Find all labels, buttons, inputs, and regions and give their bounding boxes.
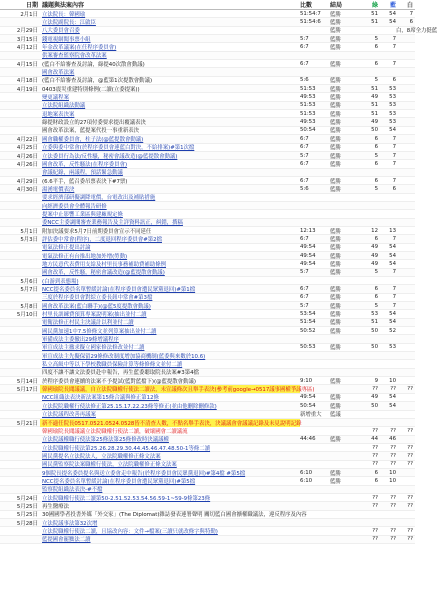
row-item[interactable]: 國會改革法案: [42, 70, 75, 77]
row-blue: 54: [389, 127, 396, 134]
row-item[interactable]: (白游到表態場): [42, 278, 79, 285]
row-result: 藍勝: [330, 153, 341, 160]
row-item[interactable]: 國會改革法案(藍白聯手)(@藍5度提散會動議): [42, 303, 151, 310]
row-blue: 7: [392, 44, 396, 51]
row-date: 4月26日: [16, 153, 38, 160]
row-blue: 54: [389, 311, 396, 318]
row-ratio: 6:7: [300, 286, 309, 293]
row-item[interactable]: 9個院長提名委員提名與送立委會走中報告(於程序委員會民眾黨退回)#第4擋 #第5擋: [42, 470, 246, 477]
row-blue: 54: [389, 252, 396, 259]
row-item[interactable]: 國會改革，反性騷法(在程序委員會): [42, 161, 128, 168]
row-item: 0403震災重建特別條例(二讀(立委提案)): [42, 86, 140, 93]
row-result: 藍勝: [330, 437, 341, 444]
row-green: ??: [372, 461, 378, 468]
row-item[interactable]: 電衛法修正村民主決議計以利並付二讀: [42, 320, 134, 327]
row-item[interactable]: 立法院職權行使法二讀，且協改內容：文件→檔案(三讀只就改條字與特勤): [42, 528, 218, 535]
row-result: 藍勝: [330, 36, 341, 43]
row-result: 藍勝: [330, 295, 341, 302]
row-blue: 6: [392, 77, 396, 84]
row-result: 藍勝: [330, 270, 341, 277]
row-white: ??: [407, 502, 413, 509]
row-white: ??: [407, 536, 413, 543]
row-white: ??: [407, 527, 413, 534]
row-ratio: 5:7: [300, 302, 309, 309]
row-green: 6: [374, 44, 378, 51]
row-blue: 7: [392, 144, 396, 151]
row-ratio: 51:53: [300, 85, 316, 92]
row-result: 藍勝: [330, 470, 341, 477]
row-green: 49: [371, 394, 378, 401]
row-blue: 54: [389, 19, 396, 26]
table-row: [0, 536, 415, 544]
row-blue: 10: [389, 377, 396, 384]
row-item[interactable]: 立法院議權職行使法第25條法第25條修改時決議議權: [42, 437, 169, 444]
row-item[interactable]: NCC組織法表決新法案第15條合議與修正第12條: [42, 395, 159, 402]
row-item[interactable]: 藍提國會罷黜法二讀: [42, 537, 91, 544]
row-green: 5: [374, 302, 378, 309]
row-item[interactable]: 私立高級中等以下學校教職員保險計算等條修條文並付二讀: [42, 362, 183, 369]
row-blue: 7: [392, 35, 396, 42]
table-body: [0, 10, 437, 544]
row-item[interactable]: 軍宣成法主先擬保留29條修改制度增加協商機制(藍委與來數於10.6): [42, 353, 206, 360]
row-green: 50: [371, 344, 378, 351]
row-green: 5: [374, 152, 378, 159]
row-green: 6: [374, 235, 378, 242]
row-result: 藍勝: [330, 128, 341, 135]
row-result: 藍勝: [330, 378, 341, 385]
row-result: 藍勝: [330, 145, 341, 152]
row-item[interactable]: 地方民意代表費用支給及村里長事務補助費補助條例: [42, 261, 166, 268]
row-date: 4月18日: [16, 78, 38, 85]
row-green: 5: [374, 35, 378, 42]
row-blue: 7: [392, 302, 396, 309]
row-item[interactable]: 立委與委中常會(於程序委員會連藍白對決，不給排案)#第1次擋: [42, 145, 195, 152]
row-green: ??: [372, 427, 378, 434]
row-item[interactable]: 立法院議事法第32次增: [42, 520, 98, 527]
row-ratio: 51:54: [300, 319, 316, 326]
row-item: 韓國瑜院長聞議議立法院職權行使法二讀，破壞國會二讀議流: [42, 428, 188, 435]
row-green: 49: [371, 94, 378, 101]
row-item[interactable]: 立法院院職權行使法修正第25.15.17.22.23條等修正(並由他刪除刪修款): [42, 403, 217, 410]
row-item[interactable]: 向經濟委員會全體報告研修: [42, 203, 107, 210]
row-item[interactable]: 電氣法修正提出討論: [42, 245, 91, 252]
row-ratio: 50:54: [300, 127, 316, 134]
row-item[interactable]: 委NCC主委調閱審查業務報告及主詳資料訊正，糾錯，撰稿: [42, 220, 183, 227]
header-result: 結局: [330, 2, 343, 9]
row-white: ??: [407, 494, 413, 501]
header-date: 日期: [25, 2, 38, 9]
row-item[interactable]: 提案中止影響工業區與建廠規定條: [42, 211, 123, 218]
row-green: 49: [371, 260, 378, 267]
row-item[interactable]: NCC提名委員名單暫緩討論(在程序委員會遭民眾黨退回)#第1擋: [42, 287, 196, 294]
row-green: 9: [374, 377, 378, 384]
row-ratio: 5:7: [300, 35, 309, 42]
row-blue: 10: [389, 477, 396, 484]
row-result: 藍勝: [330, 86, 341, 93]
row-blue: 7: [392, 294, 396, 301]
row-item[interactable]: 立法院職權行使法二讀第50-2.51.52.53.54.56.59-1~59-9條第23條: [42, 495, 211, 502]
row-blue: 53: [389, 110, 396, 117]
row-ratio: 51:53: [300, 102, 316, 109]
row-blue: 7: [392, 152, 396, 159]
row-date: 4月26日: [16, 161, 38, 168]
row-item[interactable]: 年金改革議案(在任程序委員會): [42, 45, 117, 52]
row-item[interactable]: NCC提名委員名單暫緩討論(在程序委員會遭民眾黨退回)#第5擋: [42, 478, 196, 485]
row-green: 51: [371, 102, 378, 109]
row-item[interactable]: 八大委員會召委: [42, 28, 80, 35]
row-date: 5月7日: [20, 287, 38, 294]
row-ratio: 53:54: [300, 311, 316, 318]
row-blue: 52: [389, 327, 396, 334]
row-date: 5月28日: [16, 520, 38, 527]
row-green: 6: [374, 135, 378, 142]
row-date: 5月24日: [16, 495, 38, 502]
row-item[interactable]: 電氣法修正有台推出地加外增(勞動): [42, 253, 128, 260]
row-green: ??: [372, 502, 378, 509]
row-item: 綠提財政設立的27項付委要求提出覆議表決: [42, 120, 146, 127]
row-result: 藍勝: [330, 261, 341, 268]
row-green: ??: [372, 452, 378, 459]
row-item: 新不適任院長0517.0521.0524.0528皆不清查人數，不點名舉手表決，決議議會會議議記錄及未見說明記錄: [42, 420, 302, 427]
row-ratio: 51:54:7: [300, 10, 321, 17]
row-result: 藍勝: [330, 78, 341, 85]
row-blue: 7: [392, 269, 396, 276]
row-blue: 54: [389, 394, 396, 401]
row-result: 藍勝: [330, 103, 341, 110]
row-item[interactable]: 會議紀錄，兩議程，預話緊急動議: [42, 170, 123, 177]
row-result: 藍勝: [330, 287, 341, 294]
row-result: 藍勝: [330, 253, 341, 260]
row-result: 藍勝: [330, 228, 341, 235]
row-result: 藍勝: [330, 186, 341, 193]
row-green: 51: [371, 319, 378, 326]
row-white: ??: [407, 444, 413, 451]
row-green: 12: [371, 227, 378, 234]
row-blue: 7: [392, 235, 396, 242]
row-ratio: 9:10: [300, 377, 313, 384]
row-item: 韓國瑜院長聞議議，自立法院職權行使法二讀法，未宣議條次且舉手表決(參考前google→0517議事國權爭議專區): [42, 387, 315, 394]
row-ratio: 50:52: [300, 327, 316, 334]
row-item: 附加決議要求5月7日前期委員會宣示不同延任: [42, 228, 152, 235]
row-blue: ??: [390, 444, 396, 451]
row-item: 國會改革法案，藍提案代投一事重新表決: [42, 128, 140, 135]
row-blue: 7: [392, 160, 396, 167]
row-green: 51: [371, 85, 378, 92]
row-ratio: 6:7: [300, 135, 309, 142]
row-item[interactable]: 監察院組織法表決-#不擋: [42, 487, 103, 494]
row-white: ??: [407, 386, 413, 393]
row-result: 藍勝: [330, 20, 341, 27]
row-blue: 6: [392, 185, 396, 192]
row-ratio: 49:54: [300, 394, 316, 401]
row-item[interactable]: 供案審查監察院會改革法案: [42, 53, 107, 60]
row-green: ??: [372, 386, 378, 393]
row-result: 藍勝: [330, 236, 341, 243]
row-date: 5月21日: [16, 420, 38, 427]
row-ratio: 51:53: [300, 110, 316, 117]
row-result: 藍勝: [330, 245, 341, 252]
row-ratio: 6:7: [300, 235, 309, 242]
row-ratio: 6:7: [300, 294, 309, 301]
header-row: [0, 0, 415, 10]
row-ratio: 6:10: [300, 469, 313, 476]
row-date: 4月19日: [16, 86, 38, 93]
row-date: 5月1日: [20, 228, 38, 235]
row-item[interactable]: 變更議程案: [42, 95, 69, 102]
row-blue: 54: [389, 244, 396, 251]
row-date: 2月1日: [20, 11, 38, 18]
row-white: ??: [407, 461, 413, 468]
row-result: 藍勝: [330, 320, 341, 327]
row-date: 5月25日: [16, 503, 38, 510]
row-blue: ??: [390, 494, 396, 501]
row-date: 5月3日: [20, 236, 38, 243]
row-ratio: 49:54: [300, 260, 316, 267]
row-green: ??: [372, 494, 378, 501]
row-result: 藍議: [330, 412, 341, 419]
row-green: 51: [371, 10, 378, 17]
row-date: 5月25日: [16, 512, 38, 519]
row-ratio: 新增重大: [300, 412, 322, 419]
row-green: ??: [372, 536, 378, 543]
row-item: (藍白不給審查及討論，@藍第1次提散會動議): [42, 78, 153, 85]
row-item[interactable]: 國民黨加速1中7.5修條文並列算案抽出並付二讀: [42, 328, 157, 335]
row-item[interactable]: 立法院議程改善再議案: [42, 412, 96, 419]
row-date: 4月29日: [16, 178, 38, 185]
row-ratio: 6:7: [300, 160, 309, 167]
row-item[interactable]: 立法院組織法動議: [42, 103, 86, 110]
row-green: 49: [371, 244, 378, 251]
row-white: ??: [407, 427, 413, 434]
row-result: 藍勝: [330, 28, 341, 35]
row-blue: 7: [392, 286, 396, 293]
row-blue: 54: [389, 402, 396, 409]
row-result: 藍勝: [330, 161, 341, 168]
row-blue: ??: [390, 461, 396, 468]
row-blue: ??: [390, 427, 396, 434]
row-blue: 53: [389, 344, 396, 351]
row-blue: ??: [390, 536, 396, 543]
row-green: 6: [374, 294, 378, 301]
row-ratio: 49:54: [300, 252, 316, 259]
header-green: 綠: [371, 2, 378, 9]
row-date: 5月10日: [16, 312, 38, 319]
row-item: 於程序委員會連續的法案不予提試(藍對藍擋下)(@藍提散會動議): [42, 378, 196, 385]
row-item[interactable]: 立法院副院長：江啟臣: [42, 20, 96, 27]
row-ratio: 6:7: [300, 60, 309, 67]
row-item: (6.6平手，藍召委吊票表決下#7票): [42, 178, 128, 185]
row-date: 5月14日: [16, 378, 38, 385]
row-blue: 54: [389, 260, 396, 267]
row-result: 藍勝: [330, 111, 341, 118]
row-item[interactable]: 立法院長：韓國瑜: [42, 11, 86, 18]
row-item: (藍白不給審查及討論，綠提40次散會動議): [42, 61, 145, 68]
row-item[interactable]: 軍備成法主委撤出29條增議程序: [42, 337, 119, 344]
row-green: 49: [371, 252, 378, 259]
row-ratio: 49:53: [300, 94, 316, 101]
row-item: 30國國學者投書外媒「外交家」(The Diplomat)雜誌發表連署聲明 關切藍白國會擴權職議法，違反程序及內容: [42, 512, 307, 519]
row-green: 50: [371, 127, 378, 134]
row-result: 藍勝: [330, 61, 341, 68]
row-ratio: 12:13: [300, 227, 316, 234]
header-white: 白: [406, 2, 413, 9]
row-result: 藍勝: [330, 45, 341, 52]
row-date: 4月22日: [16, 136, 38, 143]
row-ratio: 49:53: [300, 119, 316, 126]
row-green: 6: [374, 144, 378, 151]
row-result: 藍勝: [330, 120, 341, 127]
row-green: ??: [372, 527, 378, 534]
row-green: ??: [372, 444, 378, 451]
row-result: 藍勝: [330, 403, 341, 410]
row-item[interactable]: 國會職權委員會，柱子法(@藍提散會動議): [42, 136, 144, 143]
row-green: 44: [371, 436, 378, 443]
row-ratio: 49:54: [300, 244, 316, 251]
row-ratio: 6:7: [300, 177, 309, 184]
row-white: 6: [409, 19, 413, 26]
row-green: 50: [371, 327, 378, 334]
row-green: 6: [374, 477, 378, 484]
row-white: 白，8席全力挺藍: [396, 28, 437, 35]
row-green: 51: [371, 19, 378, 26]
row-green: 51: [371, 110, 378, 117]
row-result: 藍勝: [330, 478, 341, 485]
row-blue: ??: [390, 502, 396, 509]
row-green: 5: [374, 77, 378, 84]
row-result: 藍勝: [330, 136, 341, 143]
row-item[interactable]: 退地案表決案: [42, 111, 75, 118]
row-white: 7: [409, 10, 413, 17]
row-item[interactable]: 立法院職權行使法第25.26.28.29.30.44.45.46.47.48.50-1等條二讀: [42, 445, 211, 452]
row-item[interactable]: 評估委中常會(程序)，二度退回程序委員會#第2擋: [42, 236, 162, 243]
row-white: ??: [407, 452, 413, 459]
row-item[interactable]: 國會改革，反性騷，秘密會議改造(@藍提散會動議): [42, 270, 165, 277]
row-item[interactable]: 要求經濟部研擬調降電價，台電改出及補貼措施: [42, 195, 156, 202]
row-result: 藍勝: [330, 395, 341, 402]
row-green: 50: [371, 402, 378, 409]
row-green: 49: [371, 119, 378, 126]
row-ratio: 50:53: [300, 344, 316, 351]
row-result: 藍勝: [330, 345, 341, 352]
row-result: 藍勝: [330, 95, 341, 102]
row-item[interactable]: 錢電視網聞事票小組: [42, 36, 91, 43]
row-item: 再生醫療法: [42, 503, 69, 510]
row-date: 2月29日: [16, 28, 38, 35]
row-blue: 53: [389, 102, 396, 109]
row-result: 藍勝: [330, 11, 341, 18]
row-blue: ??: [390, 527, 396, 534]
row-blue: 54: [389, 10, 396, 17]
header-ratio: 比數: [300, 2, 313, 9]
row-item[interactable]: 國民黨監察院法案職權行使法，立法院職權修正條文法案: [42, 462, 177, 469]
row-green: 6: [374, 60, 378, 67]
row-blue: 7: [392, 177, 396, 184]
row-blue: 13: [389, 227, 396, 234]
row-blue: 53: [389, 119, 396, 126]
header-blue: 藍: [389, 2, 396, 9]
row-result: 藍勝: [330, 303, 341, 310]
row-ratio: 50:54: [300, 402, 316, 409]
row-date: 3月15日: [16, 36, 38, 43]
row-ratio: 5:7: [300, 269, 309, 276]
row-item: 四度不讓不讓文法委員赴中報告，再生藍委聽取院長法案#3第4擋: [42, 370, 199, 377]
row-ratio: 6:7: [300, 44, 309, 51]
row-green: 6: [374, 469, 378, 476]
row-blue: 10: [389, 469, 396, 476]
row-green: 6: [374, 160, 378, 167]
row-ratio: 5:7: [300, 152, 309, 159]
row-item[interactable]: 國民黨提名立法院法人，立法院職權修正條文法案: [42, 453, 161, 460]
row-item[interactable]: 三度於程序委員會對綜立委長鈕中常會#第3擋: [42, 295, 153, 302]
row-blue: 7: [392, 135, 396, 142]
row-blue: 46: [389, 436, 396, 443]
row-blue: 53: [389, 85, 396, 92]
row-ratio: 5:6: [300, 185, 309, 192]
header-item: 議題與法案內容: [42, 2, 85, 9]
row-item[interactable]: 軍宣成法主撤求擬立國家修法修改並付二讀: [42, 345, 145, 352]
row-ratio: 6:10: [300, 477, 313, 484]
row-blue: ??: [390, 386, 396, 393]
row-date: 5月8日: [20, 303, 38, 310]
row-ratio: 51:54:6: [300, 19, 321, 26]
row-blue: 7: [392, 60, 396, 67]
row-date: 4月15日: [16, 61, 38, 68]
row-result: 藍勝: [330, 328, 341, 335]
row-result: 藍勝: [330, 178, 341, 185]
row-ratio: 44:46: [300, 436, 316, 443]
row-blue: ??: [390, 452, 396, 459]
row-ratio: 6:7: [300, 144, 309, 151]
row-item[interactable]: 村里長訓練費預算專案說明案(抽出並付二讀: [42, 312, 147, 319]
row-result: 藍勝: [330, 312, 341, 319]
row-blue: 53: [389, 94, 396, 101]
row-blue: 54: [389, 319, 396, 326]
row-date: 4月30日: [16, 186, 38, 193]
row-ratio: 5:6: [300, 77, 309, 84]
row-date: 5月6日: [20, 278, 38, 285]
row-item[interactable]: 立法委員行為法/反性騷，秘密會議改造(@藍提散會動議): [42, 153, 178, 160]
row-green: 6: [374, 286, 378, 293]
row-green: 53: [371, 311, 378, 318]
row-date: 4月12日: [16, 45, 38, 52]
row-green: 5: [374, 269, 378, 276]
row-green: 5: [374, 185, 378, 192]
row-date: 5月17日: [16, 387, 38, 394]
row-date: 4月25日: [16, 145, 38, 152]
row-green: 6: [374, 177, 378, 184]
row-item[interactable]: 湯湧電價表決: [42, 186, 75, 193]
